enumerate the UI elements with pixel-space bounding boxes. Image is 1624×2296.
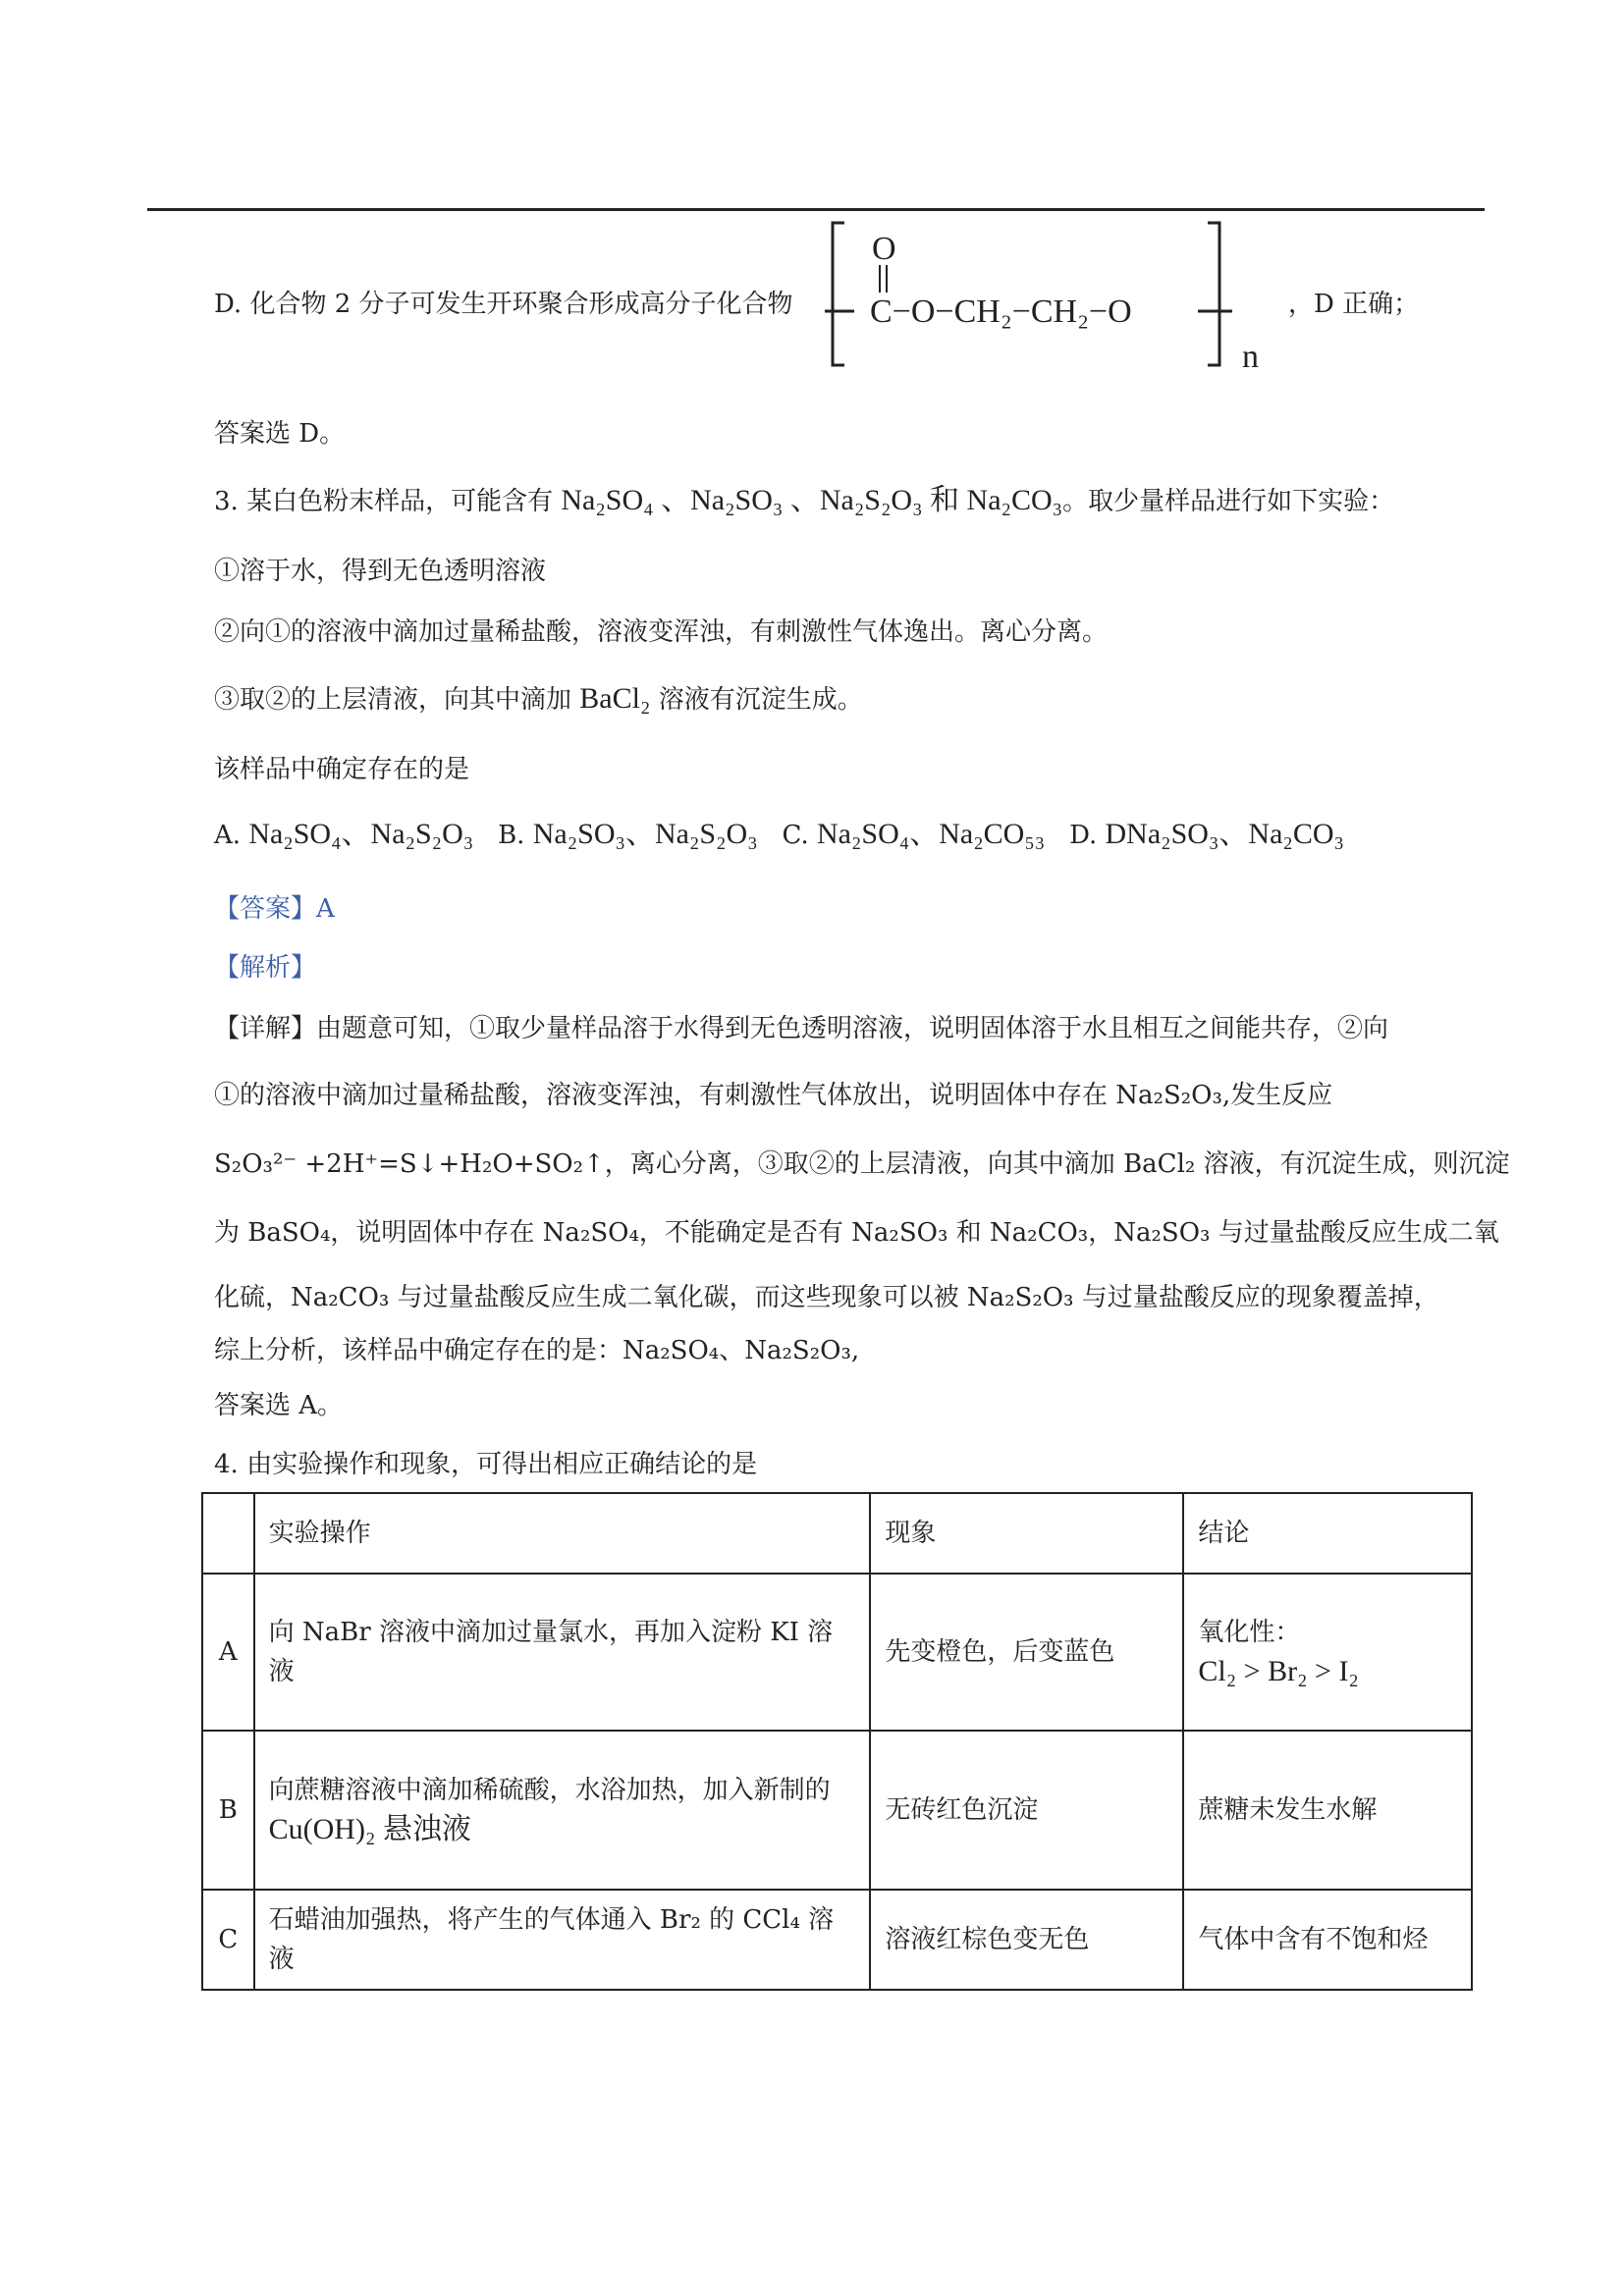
q3-analysis-tag: 【解析】 <box>214 953 317 983</box>
header-rule <box>147 208 1485 211</box>
q2-option-d-verdict: ，D 正确； <box>1288 290 1420 319</box>
row-c-operation: 石蜡油加强热，将产生的气体通入 Br₂ 的 CCl₄ 溶液 <box>254 1890 871 1990</box>
q2-answer: 答案选 D。 <box>214 419 346 449</box>
carbonyl-oxygen: O <box>872 231 896 267</box>
row-b-phenomenon: 无砖红色沉淀 <box>870 1731 1183 1890</box>
q3-detail-line-7: 答案选 A。 <box>214 1391 344 1420</box>
q4-stem: 4. 由实验操作和现象，可得出相应正确结论的是 <box>214 1450 758 1479</box>
header-key <box>202 1493 254 1574</box>
q3-step-3 <box>214 679 863 720</box>
row-c-key: C <box>202 1890 254 1990</box>
row-a-conclusion-formula: Cl₂ > Br₂ > I₂ <box>1198 1655 1359 1687</box>
row-c-phenomenon: 溶液红棕色变无色 <box>870 1890 1183 1990</box>
q3-detail-line-1: 【详解】由题意可知，①取少量样品溶于水得到无色透明溶液，说明固体溶于水且相互之间能共存，②向 <box>214 1014 1389 1043</box>
row-b-operation-line-2: Cu(OH)₂ 悬浊液 <box>268 1813 471 1845</box>
row-b-key: B <box>202 1731 254 1890</box>
q3-question: 该样品中确定存在的是 <box>214 755 470 784</box>
repeat-unit: C−O−CH₂−CH₂−O <box>870 294 1132 330</box>
row-a-phenomenon: 先变橙色，后变蓝色 <box>870 1574 1183 1731</box>
option-d-key: D. <box>1069 821 1098 850</box>
q3-step-3-suffix: 溶液有沉淀生成。 <box>658 685 863 715</box>
q3-step-2: ②向①的溶液中滴加过量稀盐酸，溶液变浑浊，有刺激性气体逸出。离心分离。 <box>214 617 1109 647</box>
q3-stem <box>214 481 1394 521</box>
q3-step-3-prefix: ③取②的上层清液，向其中滴加 <box>214 685 572 715</box>
left-bracket <box>833 223 844 365</box>
q3-detail-line-2: ①的溶液中滴加过量稀盐酸，溶液变浑浊，有刺激性气体放出，说明固体中存在 Na₂S₂O₃,发生反应 <box>214 1081 1333 1110</box>
option-b-key: B. <box>498 821 525 850</box>
q3-stem-prefix: 3. 某白色粉末样品，可能含有 <box>214 487 554 516</box>
q3-detail-line-6: 综上分析，该样品中确定存在的是：Na₂SO₄、Na₂S₂O₃, <box>214 1336 860 1365</box>
table-row <box>202 1890 1472 1990</box>
option-c-key: C. <box>782 821 809 850</box>
table-header-row <box>202 1493 1472 1574</box>
experiment-table <box>201 1492 1473 1991</box>
q3-detail-line-5: 化硫，Na₂CO₃ 与过量盐酸反应生成二氧化碳，而这些现象可以被 Na₂S₂O₃ 与过量盐酸反应的现象覆盖掉， <box>214 1283 1439 1312</box>
table-row <box>202 1731 1472 1890</box>
row-b-operation-line-1: 向蔗糖溶液中滴加稀硫酸，水浴加热，加入新制的 <box>268 1776 831 1805</box>
row-a-key: A <box>202 1574 254 1731</box>
q3-detail-line-3: S₂O₃²⁻ +2H⁺=S↓+H₂O+SO₂↑，离心分离，③取②的上层清液，向其中滴加 BaCl₂ 溶液，有沉淀生成，则沉淀 <box>214 1149 1510 1179</box>
option-c: Na₂SO₄、Na₂CO₅₃ <box>816 818 1046 850</box>
q3-stem-suffix: 。取少量样品进行如下实验： <box>1062 487 1395 516</box>
table-row <box>202 1574 1472 1731</box>
polymer-structure-svg <box>825 218 1286 380</box>
header-operation: 实验操作 <box>254 1493 871 1574</box>
q2-option-d-text: D. 化合物 2 分子可发生开环聚合形成高分子化合物 <box>214 290 793 319</box>
row-a-conclusion-label: 氧化性： <box>1198 1618 1301 1647</box>
row-b-conclusion: 蔗糖未发生水解 <box>1183 1731 1472 1890</box>
q3-detail-line-4: 为 BaSO₄，说明固体中存在 Na₂SO₄，不能确定是否有 Na₂SO₃ 和 Na₂CO₃，Na₂SO₃ 与过量盐酸反应生成二氧 <box>214 1218 1499 1248</box>
q2-option-d <box>214 285 793 324</box>
q3-options <box>214 815 1344 855</box>
repeat-count: n <box>1242 339 1259 375</box>
q3-step-3-reagent: BaCl₂ <box>579 682 651 715</box>
q3-answer-tag: 【答案】A <box>214 894 335 924</box>
polymer-structure <box>825 218 1286 380</box>
row-a-operation: 向 NaBr 溶液中滴加过量氯水，再加入淀粉 KI 溶液 <box>254 1574 871 1731</box>
option-d: DNa₂SO₃、Na₂CO₃ <box>1105 818 1345 850</box>
option-a-key: A. <box>214 821 242 850</box>
header-phenomenon: 现象 <box>870 1493 1183 1574</box>
row-a-conclusion <box>1183 1574 1472 1731</box>
q3-stem-species: Na₂SO₄ 、Na₂SO₃ 、Na₂S₂O₃ 和 Na₂CO₃ <box>561 484 1063 516</box>
right-bracket <box>1208 223 1219 365</box>
row-c-conclusion: 气体中含有不饱和烃 <box>1183 1890 1472 1990</box>
option-a: Na₂SO₄、Na₂S₂O₃ <box>248 818 474 850</box>
header-conclusion: 结论 <box>1183 1493 1472 1574</box>
q3-step-1: ①溶于水，得到无色透明溶液 <box>214 557 547 586</box>
row-b-operation <box>254 1731 871 1890</box>
option-b: Na₂SO₃、Na₂S₂O₃ <box>532 818 758 850</box>
